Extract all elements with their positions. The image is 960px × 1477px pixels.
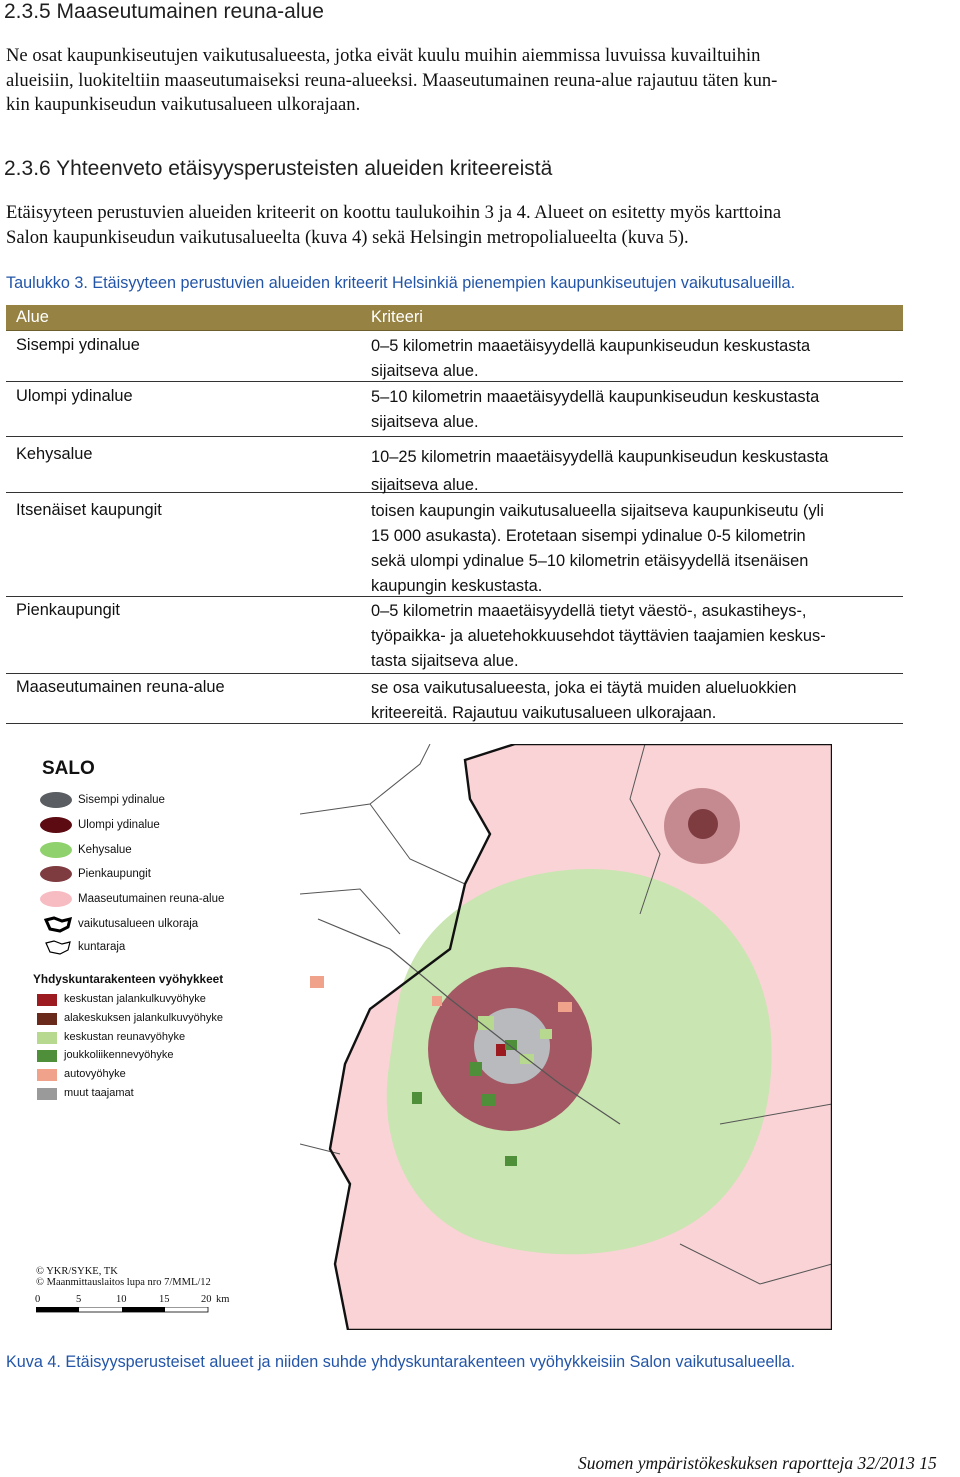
legend-swatch [40, 817, 72, 833]
paragraph-2-3-6 [6, 201, 934, 250]
municipal-border-symbol [42, 939, 74, 957]
cell-criteria [371, 334, 896, 384]
scale-tick: 10 [116, 1294, 127, 1305]
cell-criteria [371, 676, 896, 726]
criteria-line: 0–5 kilometrin maaetäisyydellä tietyt väestö-, asukastiheys-, [371, 602, 807, 620]
zone-label: joukkoliikennevyöhyke [64, 1049, 174, 1061]
criteria-line: toisen kaupungin vaikutusalueella sijaitseva kaupunkiseutu (yli [371, 502, 824, 520]
text-line: alueisiin, luokiteltiin maaseutumaiseksi reuna-alueeksi. Maaseutumainen reuna-alue rajautuu täten kun- [6, 69, 778, 91]
criteria-line: 0–5 kilometrin maaetäisyydellä kaupunkiseudun keskustasta [371, 337, 811, 355]
criteria-line: se osa vaikutusalueesta, joka ei täytä muiden alueluokkien [371, 679, 797, 697]
table-row [6, 493, 903, 597]
zone-patch [310, 976, 324, 988]
legend-label: Ulompi ydinalue [78, 819, 160, 831]
section-heading-2-3-6: 2.3.6 Yhteenveto etäisyysperusteisten alueiden kriteereistä [4, 157, 553, 180]
table-row [6, 597, 903, 674]
zone-patch [540, 1029, 552, 1039]
paragraph-2-3-5 [6, 44, 934, 118]
criteria-line: sijaitseva alue. [371, 362, 479, 380]
cell-area: Kehysalue [16, 445, 93, 463]
criteria-line: 5–10 kilometrin maaetäisyydellä kaupunkiseudun keskustasta [371, 388, 820, 406]
zone-patch [558, 1002, 572, 1012]
criteria-line: sijaitseva alue. [371, 476, 479, 494]
criteria-line: tasta sijaitseva alue. [371, 652, 519, 670]
legend-label: vaikutusalueen ulkoraja [78, 918, 199, 930]
column-header-criteria: Kriteeri [371, 308, 423, 326]
criteria-line: työpaikka- ja aluetehokkuusehdot täyttävien taajamien keskus- [371, 627, 826, 645]
zone-patch [505, 1156, 517, 1166]
cell-area: Ulompi ydinalue [16, 387, 133, 405]
text-line: Ne osat kaupunkiseutujen vaikutusalueesta, jotka eivät kuulu muihin aiemmissa luvuissa kuvailtuihin [6, 45, 761, 66]
text-line: Salon kaupunkiseudun vaikutusalueelta (kuva 4) sekä Helsingin metropolialueelta (kuva 5). [6, 226, 689, 248]
legend-swatch [40, 842, 72, 858]
table-row [6, 437, 903, 493]
scale-tick: 20 [201, 1294, 212, 1305]
map-credit-mml: © Maanmittauslaitos lupa nro 7/MML/12 [36, 1277, 211, 1288]
scale-tick: 15 [159, 1294, 170, 1305]
legend-label: Pienkaupungit [78, 868, 151, 880]
zone-label: autovyöhyke [64, 1068, 126, 1080]
zone-swatch [37, 1050, 57, 1062]
cell-area: Pienkaupungit [16, 601, 120, 619]
criteria-line: sijaitseva alue. [371, 413, 479, 431]
zone-label: keskustan reunavyöhyke [64, 1031, 186, 1043]
column-header-area: Alue [16, 308, 49, 326]
cell-criteria [371, 599, 896, 674]
legend-label: Maaseutumainen reuna-alue [78, 893, 225, 905]
cell-area: Itsenäiset kaupungit [16, 501, 162, 519]
scale-tick: 0 [35, 1294, 41, 1305]
table-header-row [6, 305, 903, 331]
scale-bar [36, 1307, 216, 1315]
zone-patch [412, 1092, 422, 1104]
zone-patch [470, 1062, 482, 1076]
criteria-line: sekä ulompi ydinalue 5–10 kilometrin etäisyydellä itsenäisen [371, 552, 809, 570]
legend-swatch [40, 792, 72, 808]
cell-criteria [371, 499, 896, 599]
legend-label: kuntaraja [78, 941, 126, 953]
zone-swatch [37, 1088, 57, 1100]
cell-criteria [371, 385, 896, 435]
zone-label: muut taajamat [64, 1087, 134, 1099]
salo-map [300, 744, 832, 1330]
text-line: kin kaupunkiseudun vaikutusalueen ulkorajaan. [6, 94, 361, 115]
figure-caption: Kuva 4. Etäisyysperusteiset alueet ja niiden suhde yhdyskuntarakenteen vyöhykkeisiin Salon vaikutusalueella. [6, 1353, 796, 1371]
cell-criteria [371, 443, 896, 499]
cell-area: Maaseutumainen reuna-alue [16, 678, 225, 696]
zone-patch [496, 1044, 506, 1056]
legend-swatch [40, 891, 72, 907]
legend-swatch [40, 866, 72, 882]
zone-swatch [37, 1013, 57, 1025]
table-row [6, 382, 903, 437]
scale-unit: km [216, 1294, 230, 1305]
table-row [6, 674, 903, 724]
text-line: Etäisyyteen perustuvien alueiden kriteerit on koottu taulukoihin 3 ja 4. Alueet on esitetty myös karttoina [6, 202, 782, 223]
table-row [6, 331, 903, 382]
zone-swatch [37, 994, 57, 1006]
legend-label: Sisempi ydinalue [78, 794, 165, 806]
zone-patch [505, 1040, 517, 1050]
zone-swatch [37, 1032, 57, 1044]
cell-area: Sisempi ydinalue [16, 336, 140, 354]
zone-swatch [37, 1069, 57, 1081]
zone-patch [432, 996, 442, 1006]
scale-tick: 5 [76, 1294, 82, 1305]
zone-label: keskustan jalankulkuvyöhyke [64, 993, 206, 1005]
criteria-line: 15 000 asukasta). Erotetaan sisempi ydinalue 0-5 kilometrin [371, 527, 806, 545]
zones-title: Yhdyskuntarakenteen vyöhykkeet [33, 972, 224, 986]
zone-patch [482, 1094, 496, 1106]
page-footer: Suomen ympäristökeskuksen raportteja 32/2013 15 [578, 1453, 937, 1473]
small-town-center [688, 809, 718, 839]
section-heading-2-3-5: 2.3.5 Maaseutumainen reuna-alue [4, 0, 324, 23]
table-caption: Taulukko 3. Etäisyyteen perustuvien alueiden kriteerit Helsinkiä pienempien kaupunkiseutujen vaikutusalueilla. [6, 274, 796, 292]
criteria-line: 10–25 kilometrin maaetäisyydellä kaupunkiseudun keskustasta [371, 448, 829, 466]
criteria-line: kriteereitä. Rajautuu vaikutusalueen ulkorajaan. [371, 704, 717, 722]
outer-boundary-symbol [42, 916, 74, 934]
legend-label: Kehysalue [78, 844, 132, 856]
map-credit-ykr: © YKR/SYKE, TK [36, 1266, 118, 1277]
zone-label: alakeskuksen jalankulkuvyöhyke [64, 1012, 223, 1024]
map-title: SALO [42, 758, 95, 779]
criteria-line: kaupungin keskustasta. [371, 577, 543, 595]
